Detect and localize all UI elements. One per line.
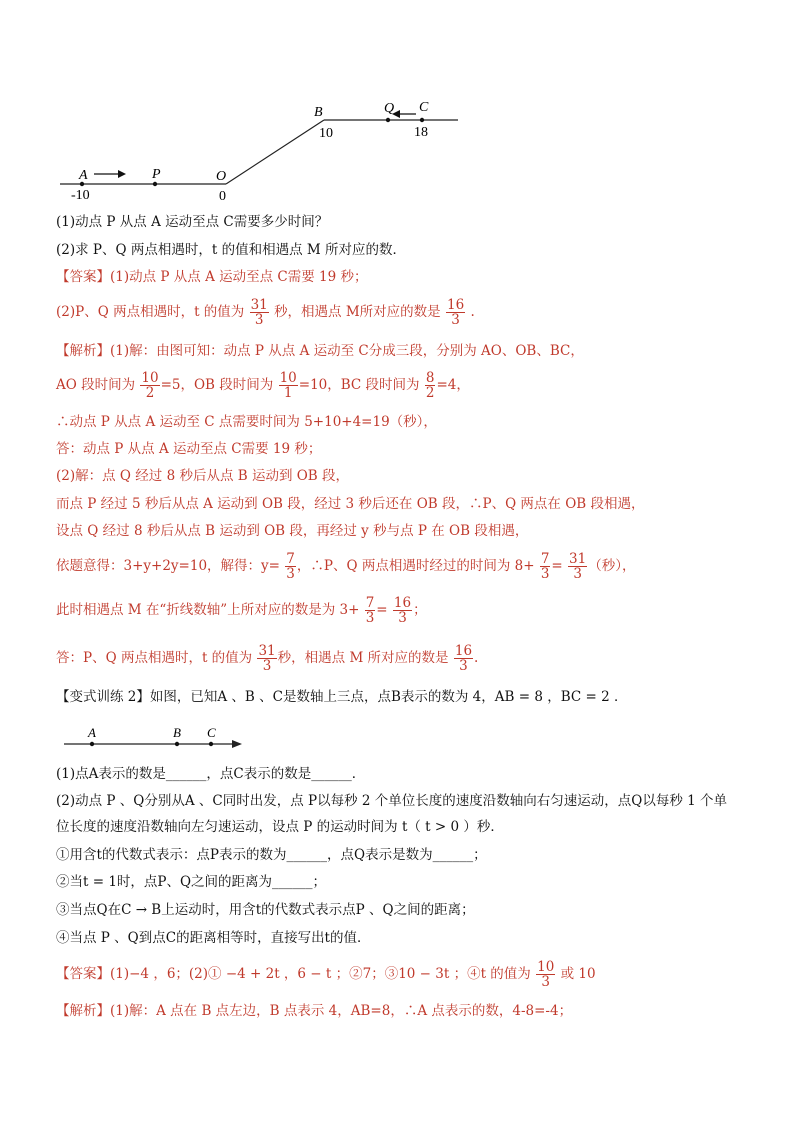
number-o: 0 bbox=[219, 189, 226, 204]
question-1: (1)动点 P 从点 A 运动至点 C需要多少时间？ bbox=[56, 214, 329, 230]
folded-number-line-diagram bbox=[56, 96, 466, 206]
label-b: B bbox=[173, 725, 181, 740]
point-a bbox=[90, 742, 94, 746]
number-line-abc-diagram bbox=[62, 724, 252, 754]
exercise-2-answer: 【答案】(1)−4 ，6；(2)① −4 + 2t ，6 − t ；②7；③10 − 3t ；④t 的值为 $\frac{10}{3}$ 或 10 bbox=[56, 959, 596, 990]
label-c: C bbox=[419, 100, 429, 115]
fraction-16-3: $\frac{16}{3}$ bbox=[446, 297, 465, 328]
number-a: -10 bbox=[71, 188, 90, 203]
point-p bbox=[153, 182, 157, 186]
exercise-2-question-2a: (2)动点 P 、Q分别从A 、C同时出发，点 P以每秒 2 个单位长度的速度沿数轴向右匀速运动，点Q以每秒 1 个单 bbox=[56, 793, 728, 809]
answer-tag: 【答案】 bbox=[56, 269, 110, 285]
label-a: A bbox=[88, 725, 96, 740]
number-c: 18 bbox=[414, 125, 428, 140]
exercise-2-title: 【变式训练 2】如图，已知A 、B 、C是数轴上三点，点B表示的数为 4，AB = 8 ，BC = 2 ． bbox=[56, 689, 628, 705]
exercise-2-question-4: ②当t = 1时，点P、Q之间的距离为______； bbox=[56, 874, 327, 890]
solution-text-1: (1)解：由图可知：动点 P 从点 A 运动至 C分成三段，分别为 AO、OB、BC， bbox=[110, 343, 584, 359]
fraction-31-3: $\frac{31}{3}$ bbox=[250, 297, 268, 328]
label-c: C bbox=[207, 725, 216, 740]
solution-line-9: 此时相遇点 M 在“折线数轴”上所对应的数是为 3+ $\frac{7}{3}$ = $\frac{16}{3}$ ； bbox=[56, 595, 427, 626]
label-q: Q bbox=[384, 101, 395, 116]
solution-line-2: AO 段时间为 $\frac{10}{2}$ =5，OB 段时间为 $\frac{10}{1}$ =10，BC 段时间为 $\frac{8}{2}$ =4， bbox=[56, 370, 470, 401]
point-c bbox=[420, 118, 424, 122]
axis-arrow-head bbox=[232, 740, 242, 748]
answer-1-line bbox=[56, 268, 368, 286]
answer-2-part-a: (2)P、Q 两点相遇时，t 的值为 bbox=[56, 304, 245, 320]
solution-line-1 bbox=[56, 342, 584, 360]
exercise-2-solution: 【解析】(1)解：A 点在 B 点左边，B 点表示 4，AB=8，∴A 点表示的数，4-8=-4； bbox=[56, 1003, 573, 1019]
solution-line-10: 答：P、Q 两点相遇时，t 的值为 $\frac{31}{3}$ 秒，相遇点 M 所对应的数是 $\frac{16}{3}$ . bbox=[56, 643, 479, 674]
solution-line-3: ∴动点 P 从点 A 运动至 C 点需要时间为 5+10+4=19（秒）， bbox=[56, 414, 437, 430]
answer-2-part-b: 秒，相遇点 M所对应的数是 bbox=[274, 304, 441, 320]
exercise-2-question-6: ④当点 P 、Q到点C的距离相等时，直接写出t的值． bbox=[56, 930, 371, 946]
fraction-10-3: $\frac{10}{3}$ bbox=[537, 959, 555, 990]
solution-line-4: 答：动点 P 从点 A 运动至点 C需要 19 秒； bbox=[56, 441, 322, 457]
answer-1-text: (1)动点 P 从点 A 运动至点 C需要 19 秒； bbox=[110, 269, 368, 285]
question-2: (2)求 P、Q 两点相遇时，t 的值和相遇点 M 所对应的数． bbox=[56, 242, 406, 258]
number-b: 10 bbox=[319, 126, 333, 141]
label-b: B bbox=[314, 105, 323, 120]
exercise-2-question-1: (1)点A表示的数是______，点C表示的数是______． bbox=[56, 766, 366, 782]
exercise-2-question-5: ③当点Q在C → B上运动时，用含t的代数式表示点P 、Q之间的距离； bbox=[56, 902, 475, 918]
slanted-axis bbox=[226, 120, 324, 184]
point-c bbox=[209, 742, 213, 746]
point-q bbox=[386, 118, 390, 122]
label-o: O bbox=[216, 169, 227, 184]
answer-2-line bbox=[56, 298, 475, 327]
label-a: A bbox=[79, 168, 88, 183]
exercise-2-solution-tag: 【解析】 bbox=[56, 1003, 110, 1019]
solution-line-8: 依题意得：3+y+2y=10，解得：y= $\frac{7}{3}$ ，∴P、Q 两点相遇时经过的时间为 8+ $\frac{7}{3}$ = $\frac{31}{3}$ （秒）， bbox=[56, 551, 636, 582]
exercise-2-question-3: ①用含t的代数式表示：点P表示的数为______，点Q表示是数为______； bbox=[56, 847, 487, 863]
solution-line-5: (2)解：点 Q 经过 8 秒后从点 B 运动到 OB 段， bbox=[56, 468, 350, 484]
solution-tag: 【解析】 bbox=[56, 343, 110, 359]
solution-line-7: 设点 Q 经过 8 秒后从点 B 运动到 OB 段，再经过 y 秒与点 P 在 OB 段相遇， bbox=[56, 523, 529, 539]
exercise-2-answer-tag: 【答案】 bbox=[56, 966, 110, 982]
label-p: P bbox=[152, 167, 161, 182]
exercise-2-question-2b: 位长度的速度沿数轴向左匀速运动，设点 P 的运动时间为 t（ t > 0 ）秒． bbox=[56, 819, 504, 835]
point-b bbox=[175, 742, 179, 746]
answer-2-part-c: . bbox=[470, 304, 475, 320]
solution-line-6: 而点 P 经过 5 秒后从点 A 运动到 OB 段，经过 3 秒后还在 OB 段，∴P、Q 两点在 OB 段相遇， bbox=[56, 496, 645, 512]
arrow-right-head bbox=[118, 170, 126, 178]
